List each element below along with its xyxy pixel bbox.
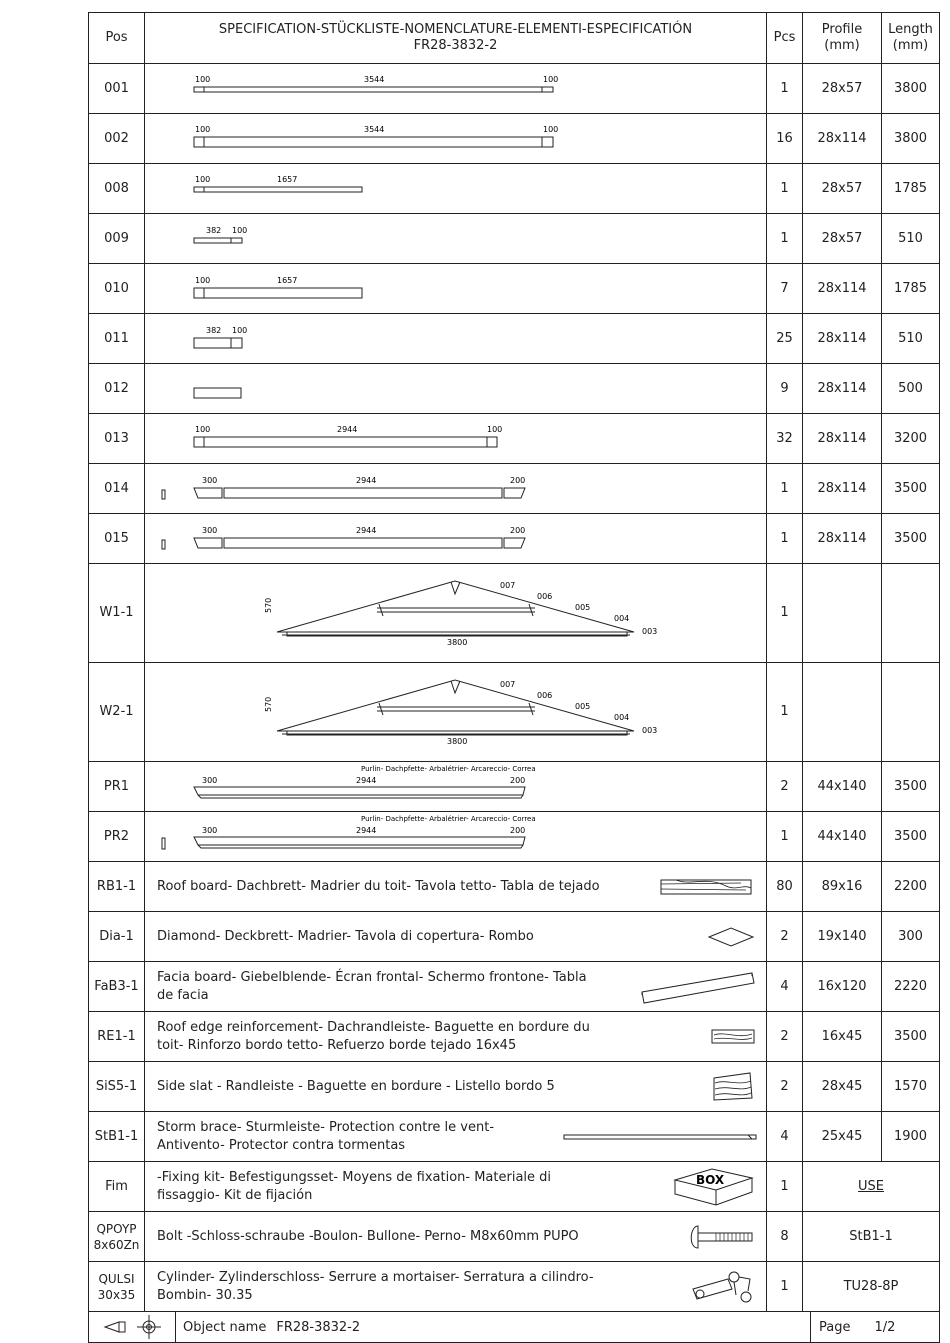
- part-description-cell: [145, 1012, 767, 1061]
- dim-label: 100: [543, 75, 559, 84]
- table-row: [89, 463, 939, 513]
- part-description: Side slat - Randleiste - Baguette en bordure - Listello bordo 5: [157, 1078, 555, 1094]
- dim-label: 200: [510, 526, 526, 535]
- part-drawing-cell: [145, 114, 767, 163]
- dim-label: 2944: [356, 476, 377, 485]
- part-description: Roof edge reinforcement- Dachrandleiste- Baguette en bordure du toit- Rinforzo bordo tetto- Refuerzo borde tejado 16x45: [157, 1019, 590, 1053]
- dim-label: 100: [195, 276, 211, 285]
- row-pos: Dia-1: [89, 912, 145, 961]
- part-description: Bolt -Schloss-schraube -Boulon- Bullone- Perno- M8x60mm PUPO: [157, 1228, 579, 1244]
- part-label: 007: [500, 581, 516, 590]
- row-pcs: 32: [767, 414, 803, 463]
- row-pcs: 1: [767, 1262, 803, 1311]
- row-pos: 013: [89, 414, 145, 463]
- table-row: [89, 313, 939, 363]
- purlin-drawing: [145, 812, 767, 862]
- row-profile: [803, 663, 882, 761]
- row-profile: 44x140: [803, 812, 882, 861]
- dim-label: 100: [195, 175, 211, 184]
- row-pcs: 25: [767, 314, 803, 363]
- part-description-cell: [145, 1212, 767, 1261]
- row-profile: 28x114: [803, 114, 882, 163]
- row-profile: 28x45: [803, 1062, 882, 1111]
- box-label: BOX: [696, 1173, 725, 1187]
- table-row: [89, 961, 939, 1011]
- row-pos: SiS5-1: [89, 1062, 145, 1111]
- row-profile: 25x45: [803, 1112, 882, 1161]
- table-row: [89, 1011, 939, 1061]
- row-pcs: 1: [767, 564, 803, 662]
- dim-label: 100: [195, 425, 211, 434]
- board-drawing: [145, 464, 767, 514]
- row-pos: PR1: [89, 762, 145, 811]
- board-drawing: [145, 414, 767, 464]
- part-label: 005: [575, 702, 591, 711]
- header-profile-cell: [803, 13, 882, 63]
- row-length: 3500: [893, 1028, 928, 1044]
- row-pos: RE1-1: [89, 1012, 145, 1061]
- row-pos: 015: [89, 514, 145, 563]
- purlin-caption: Purlin- Dachpfette- Arbalétrier- Arcareccio- Correa: [361, 815, 536, 823]
- diamond-icon: [706, 925, 756, 949]
- row-pos: PR2: [89, 812, 145, 861]
- board-drawing: [145, 164, 767, 214]
- row-length: 3800: [893, 130, 928, 146]
- dim-label: 200: [510, 776, 526, 785]
- side-slat-icon: [710, 1070, 756, 1104]
- table-row: [89, 811, 939, 861]
- row-profile: 16x45: [803, 1012, 882, 1061]
- row-length: 3500: [893, 530, 928, 546]
- row-profile: [803, 564, 882, 662]
- dim-label: 300: [202, 526, 218, 535]
- row-pos: 002: [89, 114, 145, 163]
- table-row: [89, 263, 939, 313]
- part-drawing-cell: [145, 364, 767, 413]
- row-length: 2200: [893, 878, 928, 894]
- truss-height: 570: [264, 597, 273, 613]
- row-profile: 28x114: [803, 364, 882, 413]
- truss-height: 570: [264, 696, 273, 712]
- dim-label: 100: [543, 125, 559, 134]
- dim-label: 2944: [356, 776, 377, 785]
- roof-board-icon: [656, 872, 756, 902]
- facia-board-icon: [640, 967, 758, 1007]
- dim-label: 3544: [364, 75, 385, 84]
- row-profile: 28x114: [803, 314, 882, 363]
- part-label: 003: [642, 627, 658, 636]
- row-length: 2220: [893, 978, 928, 994]
- part-label: 006: [537, 592, 553, 601]
- part-description-cell: [145, 1262, 767, 1311]
- part-drawing-cell: [145, 812, 767, 861]
- header-code: FR28-3832-2: [413, 38, 498, 53]
- row-profile: 28x114: [803, 264, 882, 313]
- purlin-caption: Purlin- Dachpfette- Arbalétrier- Arcareccio- Correa: [361, 765, 536, 773]
- row-pcs: 1: [767, 214, 803, 263]
- row-pcs: 1: [767, 663, 803, 761]
- object-name-value: FR28-3832-2: [276, 1319, 361, 1335]
- part-description-cell: [145, 962, 767, 1011]
- row-pcs: 16: [767, 114, 803, 163]
- header-pcs: Pcs: [767, 13, 803, 63]
- table-row: [89, 761, 939, 811]
- row-length: 500: [898, 380, 923, 396]
- board-drawing: [145, 514, 767, 564]
- table-row: [89, 1161, 939, 1211]
- part-description-cell: [145, 912, 767, 961]
- truss-drawing: [145, 663, 767, 762]
- table-row: [89, 911, 939, 961]
- table-row: [89, 662, 939, 761]
- truss-width: 3800: [447, 737, 468, 746]
- row-pcs: 1: [767, 64, 803, 113]
- row-pos: W2-1: [89, 663, 145, 761]
- row-use: StB1-1: [849, 1228, 893, 1244]
- truss-drawing-cell: [145, 564, 767, 662]
- table-row: [89, 113, 939, 163]
- part-label: 004: [614, 713, 630, 722]
- dim-label: 100: [195, 125, 211, 134]
- page-value: 1/2: [874, 1319, 896, 1335]
- dim-label: 100: [232, 326, 248, 335]
- row-pos: W1-1: [89, 564, 145, 662]
- dim-label: 382: [206, 226, 222, 235]
- board-drawing: [145, 264, 767, 314]
- part-drawing-cell: [145, 762, 767, 811]
- dim-label: 100: [232, 226, 248, 235]
- edge-strip-icon: [710, 1027, 756, 1047]
- row-length: 1785: [893, 280, 928, 296]
- row-profile: 28x57: [803, 64, 882, 113]
- row-pcs: 4: [767, 962, 803, 1011]
- row-profile: 28x57: [803, 164, 882, 213]
- part-drawing-cell: [145, 164, 767, 213]
- row-length: 510: [898, 230, 923, 246]
- header-title: SPECIFICATION-STÜCKLISTE-NOMENCLATURE-ELEMENTI-ESPECIFICATIÓN: [218, 22, 693, 37]
- dim-label: 2944: [356, 526, 377, 535]
- header-length: Length: [888, 22, 933, 37]
- truss-width: 3800: [447, 638, 468, 647]
- row-pcs: 1: [767, 464, 803, 513]
- dim-label: 3544: [364, 125, 385, 134]
- row-profile: 28x57: [803, 214, 882, 263]
- part-description: Facia board- Giebelblende- Écran frontal- Schermo frontone- Tabla de facia: [157, 969, 587, 1003]
- dim-label: 100: [487, 425, 503, 434]
- header-length-cell: [882, 13, 939, 63]
- part-drawing-cell: [145, 264, 767, 313]
- row-pos: 014: [89, 464, 145, 513]
- row-profile: 44x140: [803, 762, 882, 811]
- bolt-icon: [686, 1223, 756, 1251]
- row-length: [882, 663, 939, 761]
- table-row: [89, 1111, 939, 1161]
- dim-label: 300: [202, 476, 218, 485]
- table-row: [89, 413, 939, 463]
- row-pos: RB1-1: [89, 862, 145, 911]
- dim-label: 300: [202, 826, 218, 835]
- part-description: -Fixing kit- Befestigungsset- Moyens de fixation- Materiale di fissaggio- Kit de fijación: [157, 1169, 552, 1203]
- header-profile-unit: (mm): [824, 38, 860, 53]
- row-use-cell: [803, 1162, 939, 1211]
- table-row: [89, 513, 939, 563]
- projection-icon: [97, 1315, 167, 1339]
- row-use: TU28-8P: [843, 1278, 899, 1294]
- row-pcs: 2: [767, 762, 803, 811]
- board-drawing: [145, 114, 767, 164]
- row-pcs: 2: [767, 1062, 803, 1111]
- board-drawing: [145, 64, 767, 114]
- header-title-cell: [145, 13, 767, 63]
- row-pos-cell: [89, 1212, 145, 1261]
- part-description: Storm brace- Sturmleiste- Protection contre le vent- Antivento- Protector contra tormentas: [157, 1119, 495, 1153]
- truss-drawing-cell: [145, 663, 767, 761]
- row-pos: 001: [89, 64, 145, 113]
- table-row: [89, 1261, 939, 1311]
- dim-label: 100: [195, 75, 211, 84]
- row-pos: Fim: [89, 1162, 145, 1211]
- part-drawing-cell: [145, 464, 767, 513]
- table-row: [89, 861, 939, 911]
- table-row: [89, 163, 939, 213]
- dim-label: 2944: [356, 826, 377, 835]
- object-name-label: Object name: [183, 1319, 267, 1335]
- row-pcs: 2: [767, 1012, 803, 1061]
- part-label: 007: [500, 680, 516, 689]
- row-profile: 28x114: [803, 514, 882, 563]
- row-pcs: 9: [767, 364, 803, 413]
- part-label: 006: [537, 691, 553, 700]
- row-pos: QULSI 30x35: [97, 1271, 136, 1302]
- row-profile: 19x140: [803, 912, 882, 961]
- row-pcs: 2: [767, 912, 803, 961]
- header-profile: Profile: [821, 22, 863, 37]
- dim-label: 200: [510, 826, 526, 835]
- table-row: [89, 213, 939, 263]
- part-description: Diamond- Deckbrett- Madrier- Tavola di copertura- Rombo: [157, 928, 534, 944]
- row-profile: 16x120: [803, 962, 882, 1011]
- dim-label: 1657: [277, 276, 298, 285]
- table-row: [89, 563, 939, 662]
- header-row: [89, 13, 939, 63]
- row-length: 3800: [893, 80, 928, 96]
- table-row: [89, 63, 939, 113]
- row-profile: 28x114: [803, 464, 882, 513]
- row-length: 1785: [893, 180, 928, 196]
- storm-brace-icon: [562, 1132, 758, 1142]
- part-description: Cylinder- Zylinderschloss- Serrure a mortaiser- Serratura a cilindro- Bombin- 30.35: [157, 1269, 594, 1303]
- row-pcs: 4: [767, 1112, 803, 1161]
- row-length: 3200: [893, 430, 928, 446]
- row-profile: 28x114: [803, 414, 882, 463]
- part-drawing-cell: [145, 414, 767, 463]
- part-drawing-cell: [145, 514, 767, 563]
- box-icon: [672, 1166, 756, 1208]
- row-profile: 89x16: [803, 862, 882, 911]
- row-length: 1900: [893, 1128, 928, 1144]
- part-label: 004: [614, 614, 630, 623]
- row-pcs: 1: [767, 164, 803, 213]
- projection-symbols: [89, 1312, 176, 1342]
- part-description-cell: [145, 1162, 767, 1211]
- page-cell: [811, 1312, 939, 1342]
- row-pcs: 1: [767, 1162, 803, 1211]
- row-pcs: 1: [767, 812, 803, 861]
- dim-label: 2944: [337, 425, 358, 434]
- purlin-drawing: [145, 762, 767, 812]
- row-length: 3500: [893, 480, 928, 496]
- dim-label: 200: [510, 476, 526, 485]
- object-name-cell: [175, 1312, 811, 1342]
- row-use: USE: [858, 1178, 884, 1194]
- part-drawing-cell: [145, 314, 767, 363]
- part-description-cell: [145, 862, 767, 911]
- truss-drawing: [145, 564, 767, 663]
- row-pos: 012: [89, 364, 145, 413]
- row-pos: 011: [89, 314, 145, 363]
- header-pos: Pos: [89, 13, 145, 63]
- row-pos: FaB3-1: [89, 962, 145, 1011]
- row-pos: 010: [89, 264, 145, 313]
- table-row: [89, 1211, 939, 1261]
- dim-label: 1657: [277, 175, 298, 184]
- page-label: Page: [819, 1319, 851, 1335]
- board-drawing: [145, 364, 767, 414]
- cylinder-lock-icon: [690, 1265, 756, 1309]
- dim-label: 382: [206, 326, 222, 335]
- board-drawing: [145, 314, 767, 364]
- row-pos: 009: [89, 214, 145, 263]
- part-description: Roof board- Dachbrett- Madrier du toit- Tavola tetto- Tabla de tejado: [157, 878, 600, 894]
- row-length: 300: [898, 928, 923, 944]
- table-row: [89, 363, 939, 413]
- header-length-unit: (mm): [892, 38, 929, 53]
- row-pcs: 7: [767, 264, 803, 313]
- sheet-footer: [89, 1311, 939, 1342]
- row-length: 510: [898, 330, 923, 346]
- part-description-cell: [145, 1062, 767, 1111]
- table-row: [89, 1061, 939, 1111]
- row-pcs: 1: [767, 514, 803, 563]
- row-pos: 008: [89, 164, 145, 213]
- row-length: 3500: [893, 778, 928, 794]
- row-pcs: 80: [767, 862, 803, 911]
- board-drawing: [145, 214, 767, 264]
- specification-sheet: [88, 12, 940, 1343]
- part-description-cell: [145, 1112, 767, 1161]
- row-length: 3500: [893, 828, 928, 844]
- row-pcs: 8: [767, 1212, 803, 1261]
- part-label: 005: [575, 603, 591, 612]
- row-pos-cell: [89, 1262, 145, 1311]
- dim-label: 300: [202, 776, 218, 785]
- row-length: 1570: [893, 1078, 928, 1094]
- part-drawing-cell: [145, 64, 767, 113]
- row-pos: StB1-1: [89, 1112, 145, 1161]
- row-length: [882, 564, 939, 662]
- row-pos: QPOYP 8x60Zn: [93, 1221, 140, 1252]
- part-label: 003: [642, 726, 658, 735]
- part-drawing-cell: [145, 214, 767, 263]
